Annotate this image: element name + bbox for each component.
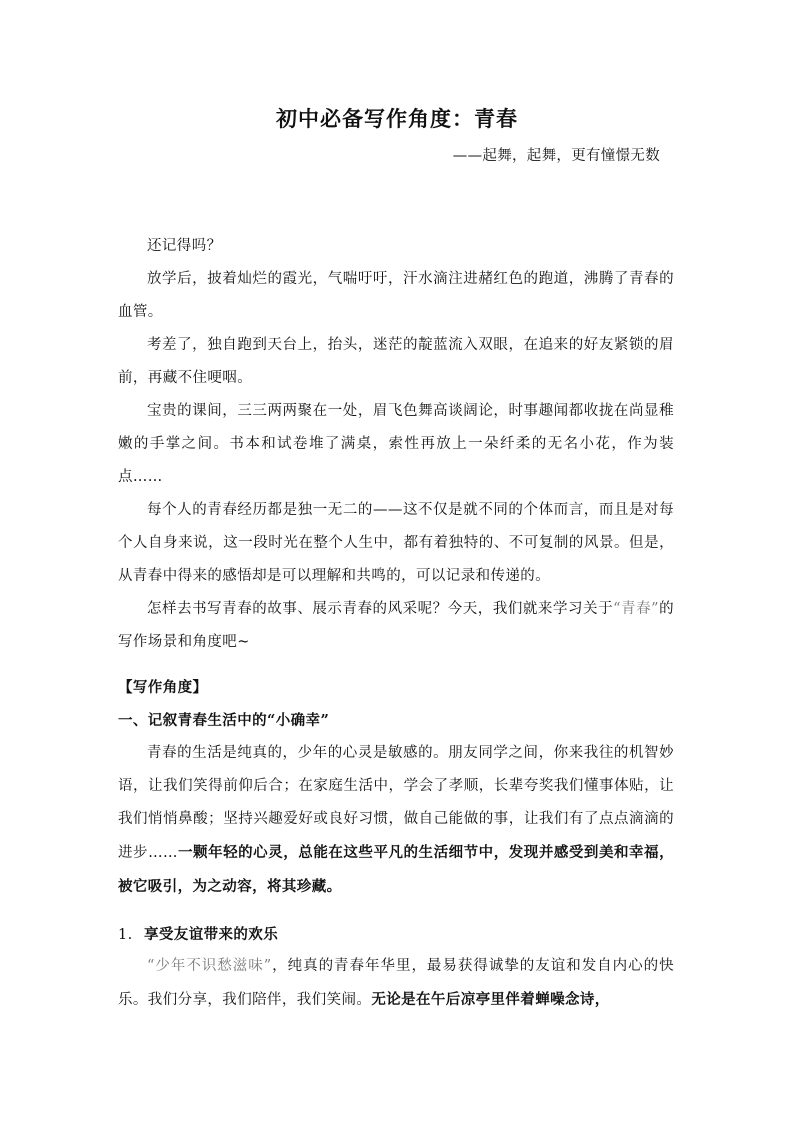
intro-paragraph-6-quote: “青春”: [613, 601, 659, 617]
subpoint-1-title-text: 享受友谊带来的欢乐: [144, 926, 279, 943]
intro-paragraph-6-text-a: 怎样去书写青春的故事、展示青春的风采呢？今天，我们就来学习关于: [147, 601, 614, 617]
subpoint-1-body-text: ，纯真的青春年华里，最易获得诚挚的友谊和发自内心的快乐。我们分享，我们陪伴，我们笑闹。: [118, 958, 674, 1008]
intro-section: [118, 230, 674, 659]
subpoint-1-body: [118, 950, 674, 1017]
point-1-body-emphasis: 一颗年轻的心灵，总能在这些平凡的生活细节中，发现并感受到美和幸福，被它吸引，为之动容，将其珍藏。: [118, 844, 674, 895]
subpoint-1-title: [118, 918, 278, 952]
subpoint-1-number: 1.: [118, 927, 133, 943]
intro-paragraph-2: 放学后，披着灿烂的霞光，气喘吁吁，汗水滴注进赭红色的跑道，沸腾了青春的血管。: [118, 271, 674, 320]
page-subtitle: ——起舞，起舞，更有憧憬无数: [452, 148, 660, 164]
intro-paragraph-1: 还记得吗？: [147, 238, 222, 254]
subpoint-1-quote: “少年不识愁滋味”: [147, 958, 272, 974]
intro-paragraph-3: 考差了，独自跑到天台上，抬头，迷茫的靛蓝流入双眼，在追来的好友紧锁的眉前，再藏不住哽咽。: [118, 337, 674, 386]
subpoint-1-body-emphasis: 无论是在午后凉亭里伴着蝉噪念诗，: [371, 991, 610, 1008]
page-title: 初中必备写作角度：青春: [276, 106, 518, 131]
point-1-title: 一、记叙青春生活中的“小确幸”: [118, 712, 330, 729]
intro-paragraph-5: 每个人的青春经历都是独一无二的——这不仅是就不同的个体而言，而且是对每个人自身来说，这一段时光在整个人生中，都有着独特的、不可复制的风景。但是，从青春中得来的感悟却是可以理解和共鸣的，可以记录和传递的。: [118, 502, 674, 584]
writing-angle-heading: 【写作角度】: [118, 679, 208, 696]
intro-paragraph-4: 宝贵的课间，三三两两聚在一处，眉飞色舞高谈阔论，时事趣闻都收拢在尚显稚嫩的手掌之间。书本和试卷堆了满桌，索性再放上一朵纤柔的无名小花，作为装点……: [118, 403, 674, 485]
intro-paragraph-6: [118, 593, 674, 659]
intro-paragraph-6-text-c: 的写作场景和角度吧~: [118, 601, 674, 650]
point-1-body-text: 青春的生活是纯真的，少年的心灵是敏感的。朋友同学之间，你来我往的机智妙语，让我们笑得前仰后合；在家庭生活中，学会了孝顺，长辈夸奖我们懂事体贴，让我们悄悄鼻酸；坚持兴趣爱好或良好习惯，做自己能做的事，让我们有了点点滴滴的进步……: [118, 745, 674, 861]
point-1-body: [118, 737, 674, 904]
